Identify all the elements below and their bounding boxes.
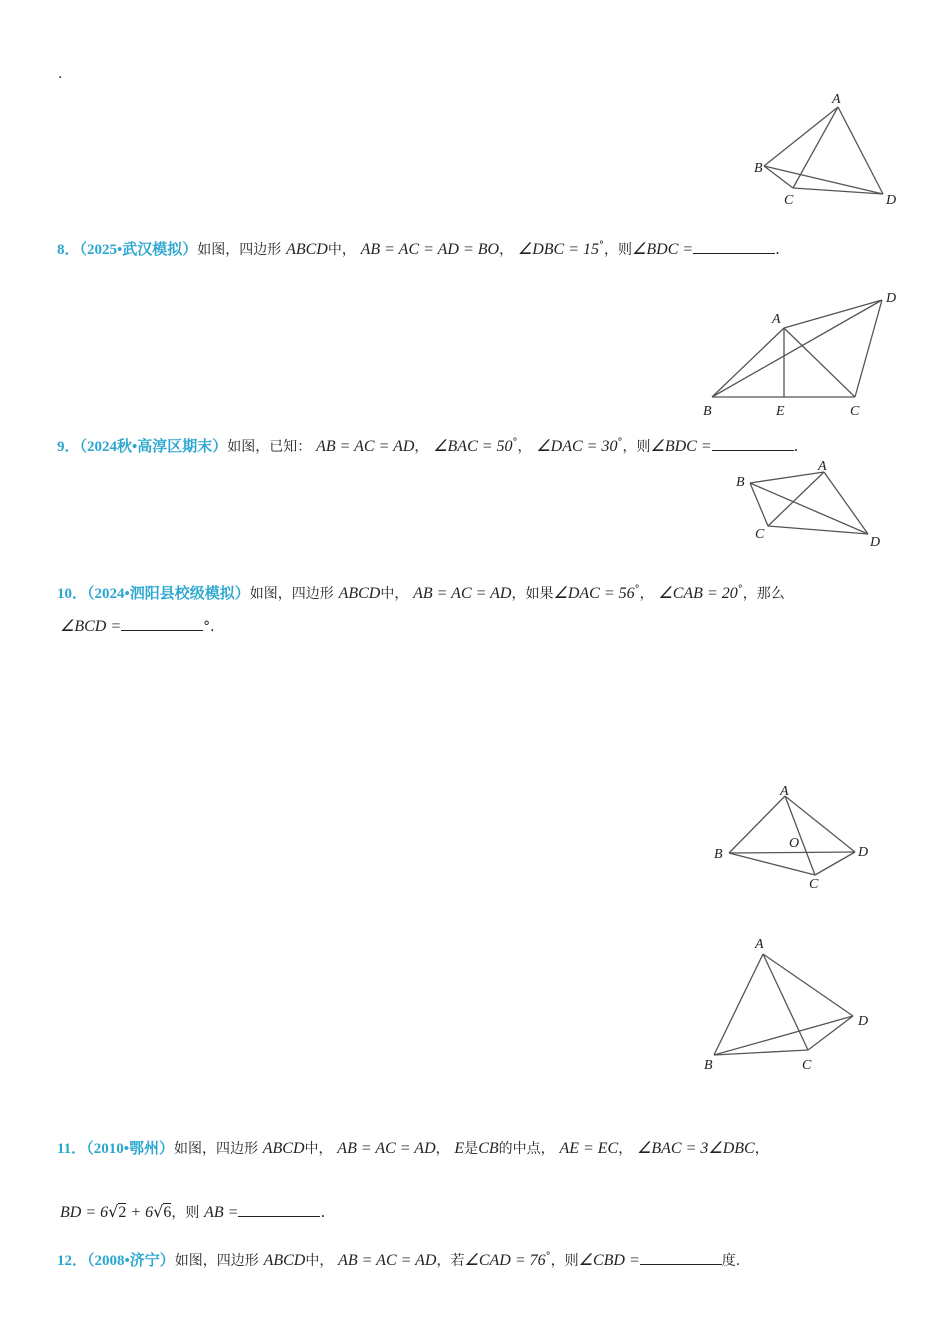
- question-source: （2024•泗阳县校级模拟）: [87, 586, 250, 602]
- math: ∠BCD =: [60, 618, 122, 635]
- text: ，则: [550, 1253, 579, 1269]
- figure-5: [700, 930, 885, 1075]
- math: 6: [163, 1204, 172, 1221]
- question-number: 9．: [57, 439, 80, 455]
- math: ABCD: [286, 241, 328, 258]
- question-9: [57, 433, 798, 457]
- math: AB =: [204, 1204, 239, 1221]
- math: AB = AC = AD: [338, 1252, 437, 1269]
- sqrt-icon: √: [108, 1202, 119, 1221]
- text: ，: [414, 439, 429, 455]
- question-number: 10．: [57, 586, 88, 602]
- degree: °: [737, 584, 743, 595]
- label-A: A: [818, 459, 827, 474]
- text: .: [775, 240, 780, 258]
- math: ABCD: [262, 1140, 305, 1157]
- degree: °: [634, 584, 640, 595]
- degree: °: [545, 1251, 551, 1262]
- text: ，: [517, 439, 532, 455]
- text: ，若: [436, 1253, 465, 1269]
- text: ，如果: [511, 586, 554, 602]
- text: 中，: [380, 586, 409, 602]
- label-D: D: [858, 845, 869, 860]
- text: ，: [754, 1141, 769, 1157]
- text: 是: [464, 1141, 479, 1157]
- degree: °: [617, 437, 623, 448]
- question-number: 11．: [57, 1141, 87, 1157]
- text: 度.: [721, 1253, 741, 1269]
- math: ∠CAD = 76: [464, 1252, 546, 1269]
- label-C: C: [802, 1058, 812, 1073]
- degree: °: [599, 240, 605, 251]
- label-E: E: [776, 404, 785, 419]
- math: CB: [478, 1140, 499, 1157]
- question-number: 12．: [57, 1253, 88, 1269]
- question-10-line-2: [60, 616, 224, 637]
- text: °．: [203, 619, 225, 635]
- math: ∠BAC = 3∠DBC: [637, 1140, 755, 1157]
- label-D: D: [886, 193, 897, 208]
- question-source: （2024秋•高淳区期末）: [79, 439, 228, 455]
- math: AB = AC = AD: [337, 1140, 436, 1157]
- label-A: A: [780, 784, 789, 799]
- text: ，: [639, 586, 654, 602]
- label-O: O: [789, 836, 800, 851]
- math: ∠BAC = 50: [433, 438, 513, 455]
- label-C: C: [784, 193, 794, 208]
- answer-blank[interactable]: [640, 1250, 722, 1265]
- label-B: B: [703, 404, 712, 419]
- question-11: [57, 1138, 769, 1159]
- figure-1: [750, 88, 910, 213]
- label-C: C: [755, 527, 765, 542]
- math: AB = AC = AD: [316, 438, 415, 455]
- figure-3: [730, 456, 890, 551]
- text: .: [793, 437, 799, 455]
- math: ABCD: [263, 1252, 306, 1269]
- question-source: （2025•武汉模拟）: [79, 242, 198, 258]
- math: ∠DAC = 56: [553, 585, 635, 602]
- question-8: [57, 236, 780, 260]
- math: 2: [118, 1204, 127, 1221]
- label-A: A: [832, 92, 841, 107]
- label-A: A: [772, 312, 781, 327]
- text: 的中点，: [498, 1141, 555, 1157]
- question-source: （2008•济宁）: [87, 1253, 175, 1269]
- text: 如图，四边形: [174, 1253, 259, 1269]
- math: ∠DBC = 15: [517, 241, 600, 258]
- text: 中，: [327, 242, 356, 258]
- label-D: D: [858, 1014, 869, 1029]
- math: ∠CAB = 20: [658, 585, 738, 602]
- math: ABCD: [338, 585, 381, 602]
- text: ，: [499, 242, 514, 258]
- text: 如图，四边形: [249, 586, 334, 602]
- label-D: D: [886, 291, 897, 306]
- label-A: A: [755, 937, 764, 952]
- math: + 6: [126, 1204, 154, 1221]
- text: ，: [618, 1141, 633, 1157]
- label-B: B: [714, 847, 723, 862]
- figure-4: [705, 778, 885, 893]
- text: ，则: [604, 242, 633, 258]
- sqrt-icon: √: [153, 1202, 164, 1221]
- answer-blank[interactable]: [121, 616, 203, 631]
- math: AB = AC = AD: [413, 585, 512, 602]
- question-10: [57, 580, 785, 604]
- figure-2: [700, 285, 910, 425]
- degree: °: [512, 437, 518, 448]
- top-dot: .: [58, 66, 63, 82]
- math: ∠DAC = 30: [536, 438, 618, 455]
- question-source: （2010•鄂州）: [86, 1141, 174, 1157]
- math: AB = AC = AD = BO: [360, 241, 500, 258]
- text: .: [320, 1203, 326, 1221]
- label-B: B: [704, 1058, 713, 1073]
- math: ∠BDC =: [632, 241, 694, 258]
- question-number: 8．: [57, 242, 80, 258]
- question-11-line-2: [60, 1202, 325, 1223]
- label-B: B: [754, 161, 763, 176]
- label-C: C: [850, 404, 860, 419]
- math: E: [454, 1140, 465, 1157]
- math: AE = EC: [559, 1140, 619, 1157]
- answer-blank[interactable]: [712, 436, 794, 451]
- text: 中，: [304, 1141, 333, 1157]
- math: BD = 6: [60, 1204, 109, 1221]
- text: 如图，已知：: [227, 439, 312, 455]
- text: 中，: [305, 1253, 334, 1269]
- answer-blank[interactable]: [693, 239, 775, 254]
- text: ，则: [622, 439, 651, 455]
- text: ，那么: [742, 586, 785, 602]
- label-C: C: [809, 877, 819, 892]
- label-B: B: [736, 475, 745, 490]
- question-12: [57, 1247, 740, 1271]
- text: ，: [435, 1141, 450, 1157]
- text: 如图，四边形: [197, 242, 282, 258]
- label-D: D: [870, 535, 881, 550]
- answer-blank[interactable]: [238, 1202, 320, 1217]
- math: ∠BDC =: [650, 438, 712, 455]
- text: 如图，四边形: [173, 1141, 258, 1157]
- math: ∠CBD =: [578, 1252, 640, 1269]
- text: ，则: [171, 1205, 200, 1221]
